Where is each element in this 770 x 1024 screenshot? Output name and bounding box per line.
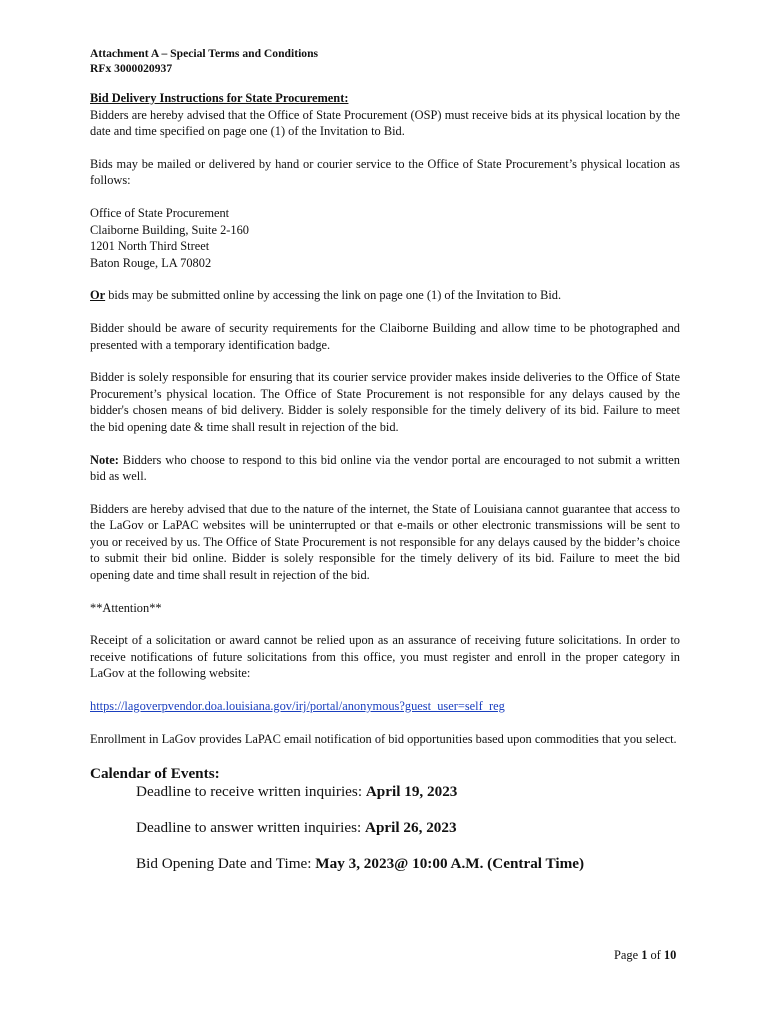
event-label: Deadline to receive written inquiries: (136, 783, 366, 801)
event-date: April 19, 2023 (365, 783, 458, 801)
note-label: Note: (90, 452, 119, 467)
address-line: Office of State Procurement (90, 205, 230, 220)
document-page (90, 46, 680, 891)
calendar-title: Calendar of Events: (90, 765, 220, 783)
paragraph-security: Bidder should be aware of security requirements for the Claiborne Building and allow time to be photographed and presented with a temporary identification badge. (90, 320, 680, 352)
event-label: Deadline to answer written inquiries: (136, 819, 366, 837)
attachment-title: Attachment A – Special Terms and Conditions (90, 47, 319, 60)
address-line: 1201 North Third Street (90, 239, 210, 254)
address-line: Claiborne Building, Suite 2-160 (90, 222, 250, 237)
or-emphasis: Or (90, 288, 106, 303)
total-pages: 10 (663, 948, 677, 962)
calendar-event-inquiries-receive (136, 783, 680, 801)
rfx-number: RFx 3000020937 (90, 62, 173, 75)
calendar-event-inquiries-answer (136, 819, 680, 837)
paragraph-online-option (90, 287, 680, 304)
section-title: Bid Delivery Instructions for State Procurement: (90, 91, 349, 105)
current-page: 1 (641, 948, 648, 962)
paragraph-internet: Bidders are hereby advised that due to the nature of the internet, the State of Louisiana cannot guarantee that access to the LaGov or LaPAC websites will be uninterrupted or that e-mails or other electronic transmissions will be sent to you or received by us. The Office of State Procurement is not responsible for any delays caused by the bidder’s choice to submit their bid online. Bidder is solely responsible for the timely delivery of its bid. Failure to meet the bid opening date and time shall result in rejection of the bid. (90, 501, 680, 583)
paragraph-delivery-methods: Bids may be mailed or delivered by hand or courier service to the Office of State Procurement’s physical location as follows: (90, 156, 680, 188)
paragraph-osp-receipt: Bidders are hereby advised that the Office of State Procurement (OSP) must receive bids at its physical location by the date and time specified on page one (1) of the Invitation to Bid. (90, 107, 680, 139)
page-word: Page (614, 948, 642, 962)
registration-link[interactable]: https://lagoverpvendor.doa.louisiana.gov/irj/portal/anonymous?guest_user=self_reg (90, 699, 505, 714)
calendar-event-bid-opening (136, 855, 680, 873)
paragraph-enrollment: Enrollment in LaGov provides LaPAC email notification of bid opportunities based upon commodities that you select. (90, 731, 677, 746)
of-word: of (647, 948, 664, 962)
paragraph-receipt: Receipt of a solicitation or award cannot be relied upon as an assurance of receiving future solicitations. In order to receive notifications of future solicitations from this office, you must register and enroll in the proper category in LaGov at the following website: (90, 633, 680, 681)
event-date: May 3, 2023@ 10:00 A.M. (Central Time) (315, 855, 585, 873)
osp-address (90, 205, 680, 271)
registration-link-line (90, 698, 680, 715)
paragraph-courier: Bidder is solely responsible for ensuring that its courier service provider makes inside deliveries to the Office of State Procurement’s physical location. The Office of State Procurement is not responsible for any delays caused by the bidder's chosen means of bid delivery. Bidder is solely responsible for the timely delivery of its bid. Failure to meet the bid opening date & time shall result in rejection of the bid. (90, 370, 680, 434)
event-label: Bid Opening Date and Time: (136, 855, 316, 873)
address-line: Baton Rouge, LA 70802 (90, 255, 212, 270)
note-text: Bidders who choose to respond to this bid online via the vendor portal are encouraged to not submit a written bid as well. (90, 452, 680, 484)
paragraph-note (90, 452, 680, 485)
attention-label: **Attention** (90, 600, 162, 615)
online-option-text: bids may be submitted online by accessing the link on page one (1) of the Invitation to Bid. (105, 288, 562, 303)
event-date: April 26, 2023 (365, 819, 457, 837)
page-number (614, 948, 676, 963)
